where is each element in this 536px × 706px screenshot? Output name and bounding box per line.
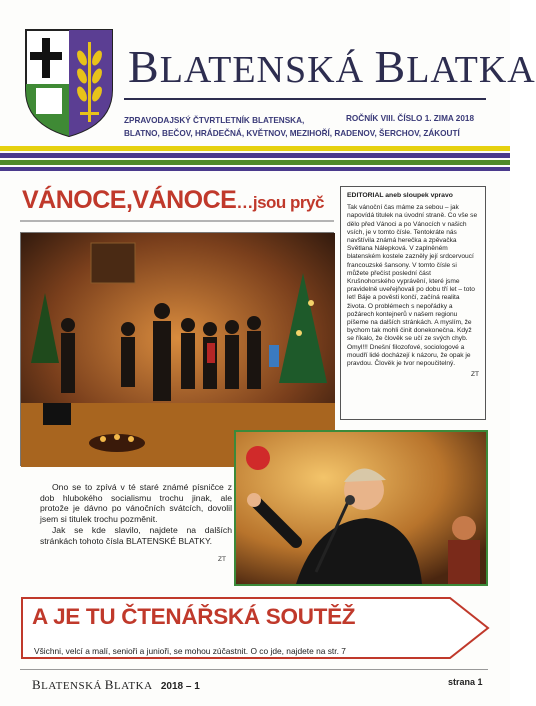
footer-issue: 2018 – 1 bbox=[160, 681, 200, 692]
headline: VÁNOCE,VÁNOCE…jsou pryč bbox=[22, 186, 324, 214]
story-signature: ZT bbox=[218, 556, 226, 563]
editorial-title: EDITORIAL aneb sloupek vpravo bbox=[347, 192, 453, 199]
photo-singer bbox=[234, 430, 488, 586]
page-number: strana 1 bbox=[448, 677, 483, 687]
masthead-rule bbox=[124, 98, 486, 100]
stripe-purple-2 bbox=[0, 167, 510, 171]
editorial-signature: ZT bbox=[470, 371, 479, 379]
editorial-box bbox=[340, 186, 486, 420]
footer-brand: BLATENSKÁ BLATKA 2018 – 1 bbox=[32, 677, 200, 692]
story-paragraph: Jak se kde slavilo, najdete na dalších stránkách tohoto čísla BLATENSKÉ BLATKY. bbox=[40, 525, 232, 546]
stripe-green bbox=[0, 160, 510, 165]
stripe-purple bbox=[0, 153, 510, 158]
subtitle: ZPRAVODAJSKÝ ČTVRTLETNÍK BLATENSKA, BLATNO, BEČOV, HRÁDEČNÁ, KVĚTNOV, MEZIHOŘÍ, RADENOV, ŠERCHOV, ZÁKOUTÍ bbox=[124, 116, 460, 138]
masthead-title: BLATENSKÁ BLATKA bbox=[128, 41, 536, 92]
headline-rule bbox=[20, 220, 334, 222]
issue-info: ROČNÍK VIII. ČÍSLO 1. ZIMA 2018 bbox=[346, 114, 474, 123]
story-paragraph: Ono se to zpívá v té staré známé písničce z dob hlubokého socialismu trochu jinak, ale protože je dávno po vánočních svátcích, dovolil jsem si titulek trochu pozměnit. bbox=[40, 482, 232, 524]
footer-rule bbox=[20, 669, 488, 670]
contest-text: Všichni, velcí a malí, senioři a junioři, se mohou zúčastnit. O co jde, najdete na str. 7 bbox=[34, 646, 346, 656]
story-text bbox=[40, 482, 232, 548]
contest-title: A JE TU ČTENÁŘSKÁ SOUTĚŽ bbox=[32, 604, 356, 629]
editorial-body: Tak vánoční čas máme za sebou – jak napovídá titulek na úvodní straně. Co vše se dělo před Vánoci a po Vánocích v našich vsích, je v tomto čísle. Tentokráte nás navštívila známá herečka a zpěvačka Světlana Nálepková. V zaplněném blatenském kostele zazněly její srdcervoucí francouzské šansony. V tomto čísle si můžete přečíst poslední část Krušnohorského vyprávění, které jsme pravidelně uveřejňovali po dobu tří let – toto let! Báje a pověsti končí, začíná realita života. O problémech s nepořádky a požárech kontejnerů v našem regionu píšeme na dalších stránkách. A myslím, že bychom tak mohli činit donekonečna. Když se říkalo, že člověk se učí ze svých chyb. Omyl!!! Dnešní filozofové, sociologové a moudří lidé docházejí k názoru, že opak je pravdou. Člověk je tvor nepoučitelný. bbox=[347, 204, 478, 368]
stripe-yellow bbox=[0, 146, 510, 151]
coat-of-arms-icon bbox=[24, 28, 114, 138]
